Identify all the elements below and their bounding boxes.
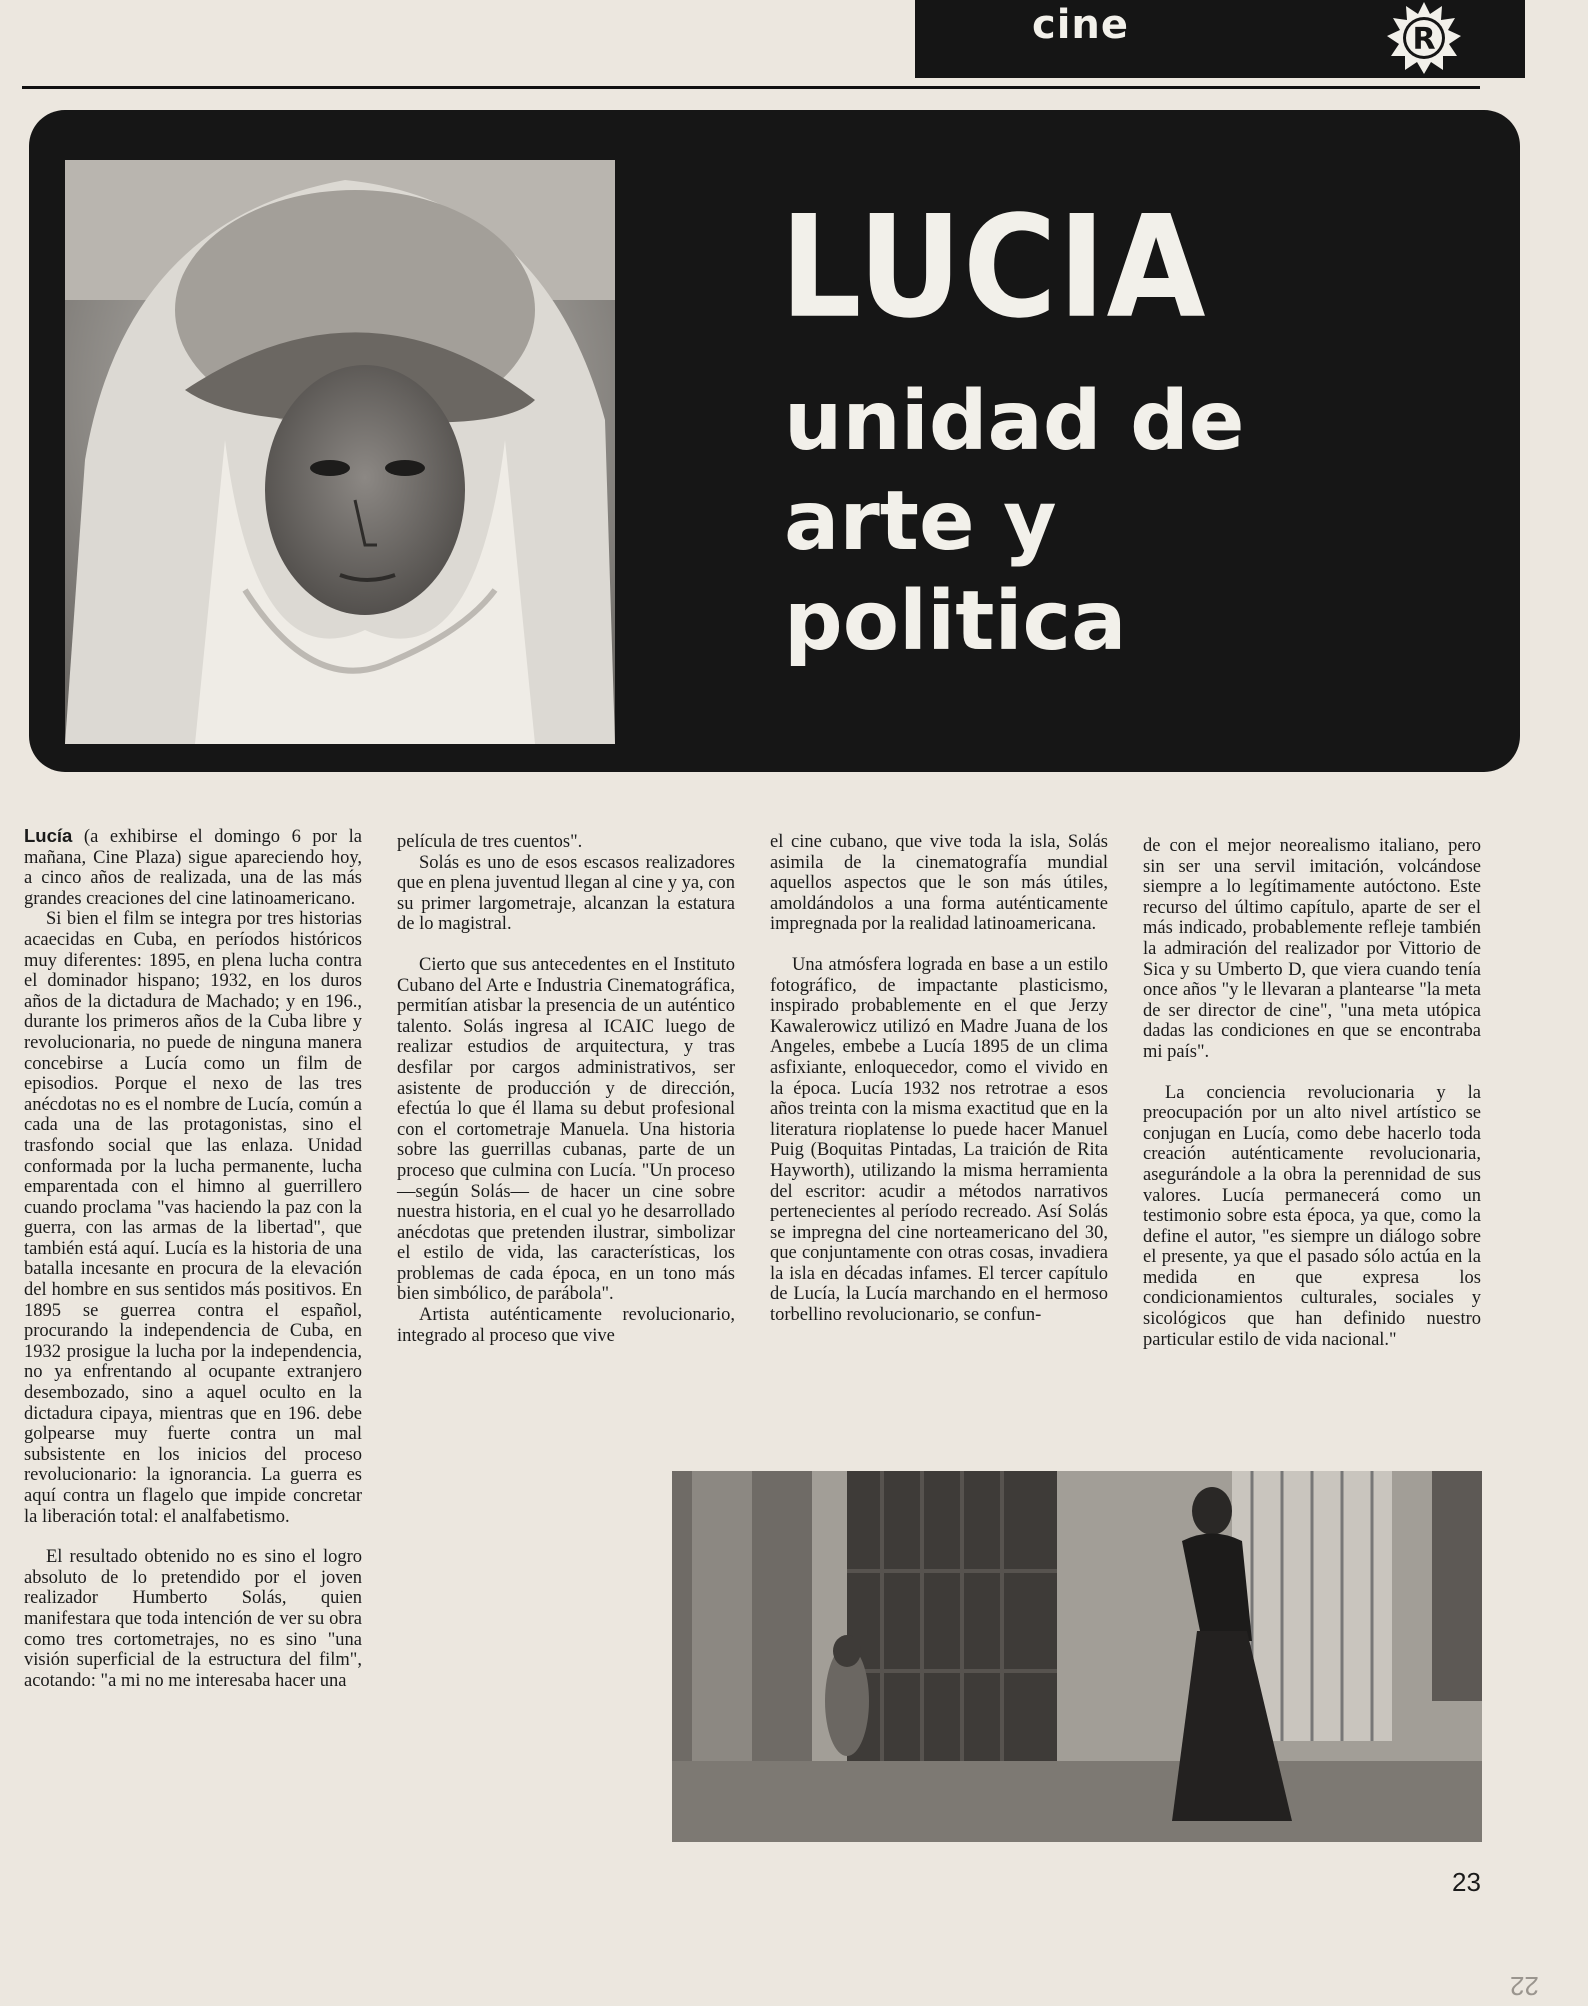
paragraph-text: (a exhibirse el domingo 6 por la mañana, Cine Plaza) sigue apareciendo hoy, a cinco años de realizada, una de las más grandes creaciones del cine latinoamericano. — [24, 827, 362, 909]
badge-letter: R — [1412, 22, 1436, 57]
film-still-photo — [672, 1471, 1482, 1842]
subtitle-line: arte y — [784, 474, 1057, 569]
article-paragraph: La conciencia revolucionaria y la preocupación por un alto nivel artístico se conjugan en Lucía, como debe hacerlo toda creación auténticamente revolucionaria, asegurándole a la obra la perennidad de sus valores. Lucía permanecerá como un testimonio sobre esta época, ya que, como la define el autor, "es siempre un diálogo sobre el presente, ya que el pasado sólo actúa en la medida en que expresa los condicionamientos culturales, sociales y sicológicos que han definido nuestro particular estilo de vida nacional." — [1143, 1082, 1481, 1350]
article-paragraph: Si bien el film se integra por tres historias acaecidas en Cuba, en períodos históricos muy diferentes: 1895, en plena lucha contra el dominador hispano; 1932, en los duros años de la dictadura de Machado; y en 196., durante los primeros años de la Cuba libre y revolucionaria, no puede de ninguna manera concebirse a Lucía como un film de episodios. Porque el nexo de las tres anécdotas no es el nombre de Lucía, común a cada una de las protagonistas, sino el trasfondo social que las enlaza. Unidad conformada por la lucha permanente, lucha emparentada con el himno al guerrillero cuando proclama "vas haciendo la paz con la guerra, con las armas de la libertad", que también está aquí. Lucía es la historia de una batalla incesante en procura de la elevación del hombre en sus sentidos más positivos. En 1895 se guerrea contra el español, procurando la independencia de Cuba, en 1932 prosigue la lucha por la independencia, no ya enfrentando al ocupante extranjero desembozado, sino a aquel oculto en la dictadura cipaya, mientras que en 196. debe golpearse muy fuerte contra un mal subsistente en los inicios del proceso revolucionario: la ignorancia. La guerra es aquí contra un flagelo que impide concretar la liberación total: el analfabetismo. — [24, 909, 362, 1527]
article-column-2 — [397, 832, 735, 1346]
article-paragraph: Una atmósfera lograda en base a un estilo fotográfico, de impactante plasticismo, inspirado probablemente en el que Jerzy Kawalerowicz utilizó en Madre Juana de los Angeles, embebe a Lucía 1895 de un clima asfixiante, enloquecedor, como el vivido en la época. Lucía 1932 nos retrotrae a esos años treinta con la misma exactitud que en la literatura rioplatense lo puede hacer Manuel Puig (Boquitas Pintadas, La traición de Rita Hayworth), utilizando la misma herramienta del escritor: acudir a métodos narrativos pertenecientes al período recreado. Así Solás se impregna del cine norteamericano del 30, que conjuntamente con otras cosas, invadiera la isla en décadas infames. El tercer capítulo de Lucía, la Lucía marchando en el hermoso torbellino revolucionario, se confun- — [770, 954, 1108, 1326]
article-paragraph: película de tres cuentos". — [397, 832, 583, 852]
article-column-1 — [24, 826, 362, 1691]
article-paragraph — [24, 826, 362, 909]
subtitle-line: politica — [784, 574, 1127, 669]
portrait-photo — [65, 160, 615, 744]
article-paragraph: El resultado obtenido no es sino el logro absoluto de lo pretendido por el joven realizador Humberto Solás, quien manifestara que toda intención de ver su obra como tres cortometrajes, no es sino "una visión superficial de la estructura del film", acotando: "a mi no me interesaba hacer una — [24, 1547, 362, 1691]
article-column-3 — [770, 832, 1108, 1326]
article-paragraph: Artista auténticamente revolucionario, integrado al proceso que vive — [397, 1305, 735, 1346]
page-number: 23 — [1452, 1867, 1481, 1897]
article-paragraph: de con el mejor neorealismo italiano, pero sin ser una servil imitación, volcándose siempre a lo legítimamente autóctono. Este recurso del último capítulo, aparte de ser el más indicado, probablemente refleje también la admiración del realizador por Vittorio de Sica y su Umberto D, que viera cuando tenía once años "y le llevaran a plantearse "la meta de ser director de cine", "una meta utópica dadas las condiciones en que se encontraba mi país". — [1143, 836, 1481, 1062]
article-column-4 — [1143, 836, 1481, 1350]
header-rule — [22, 86, 1480, 89]
lead-word: Lucía — [24, 825, 73, 846]
article-paragraph: el cine cubano, que vive toda la isla, Solás asimila de la cinematografía mundial aquellos aspectos que le son más útiles, amoldándolos a una forma auténticamente impregnada por la realidad latinoamericana. — [770, 832, 1108, 935]
bleed-through-page-number: 22 — [1510, 1971, 1539, 2001]
article-paragraph: Solás es uno de esos escasos realizadores que en plena juventud llegan al cine y ya, con su primer largometraje, alcanzan la estatura de lo magistral. — [397, 852, 736, 935]
sawblade-logo-icon — [1387, 2, 1461, 74]
section-tab — [915, 0, 1525, 78]
headline-subtitle — [784, 372, 1404, 672]
headline-title: LUCIA — [780, 185, 1207, 350]
section-label: cine — [1032, 2, 1130, 48]
article-paragraph: Cierto que sus antecedentes en el Instituto Cubano del Arte e Industria Cinematográfica, permitían atisbar la presencia de un auténtico talento. Solás ingresa al ICAIC luego de realizar estudios de arquitectura, y tras desfilar por cargos administrativos, ser asistente de producción y de dirección, efectúa lo que él llama su debut profesional con el cortometraje Manuela. Una historia sobre las guerrillas cubanas, parte de un proceso que culmina con Lucía. "Un proceso —según Solás— de hacer un cine sobre nuestra historia, en el cual yo he desarrollado anécdotas que pretenden ilustrar, simbolizar el estilo de vida, las características, los problemas de cada época, en un tono más bien simbólico, de parábola". — [397, 954, 735, 1305]
subtitle-line: unidad de — [784, 374, 1245, 469]
